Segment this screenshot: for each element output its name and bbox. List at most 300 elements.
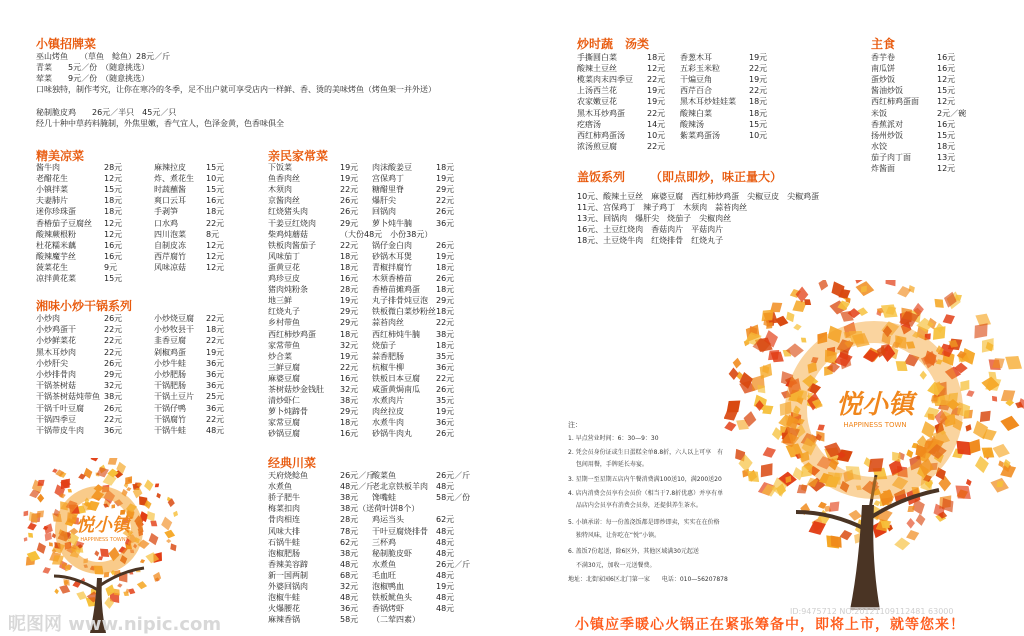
watermark-left: 昵图网 www.nipic.com (8, 614, 222, 635)
dish-name: 凉拌黄花菜 (36, 274, 76, 283)
dish-price: 36元 (436, 362, 455, 372)
section-title: 盖饭系列 (577, 170, 626, 184)
menu-row (871, 163, 1024, 174)
dish-name: 迷你珍珠蛋 (36, 207, 76, 217)
dish-name: 自制皮冻 (154, 240, 186, 250)
dish-name: 香辣美容蹄 (268, 559, 308, 569)
notes-line: 6. 盖饭7份起送，除6区外，其他区域满30元起送 (568, 548, 699, 555)
dish-price: 16元 (206, 196, 225, 206)
dish-price: 48元 (206, 426, 225, 435)
dish-price: 26元 (104, 358, 123, 368)
dish-name: 三杯鸡 (372, 537, 396, 547)
menu-row (36, 391, 266, 402)
dish-name: 香葱木耳 (680, 53, 712, 62)
menu-row (268, 251, 498, 262)
menu-row (268, 514, 498, 525)
section-title: 湘味小炒干锅系列 (36, 299, 133, 313)
dish-price: 26元 (436, 274, 455, 283)
dish-price: 16元 (104, 251, 123, 261)
dish-name: 剁椒鸡蛋 (154, 347, 186, 357)
dish-name: 小炒肥肠 (154, 370, 186, 379)
dish-price: 68元 (340, 570, 359, 580)
notes-line: 不满30元，加收一元送餐费。 (568, 562, 656, 569)
dish-name: 西红柿鸡蛋汤 (577, 130, 625, 140)
dish-price: 22元 (749, 86, 768, 96)
dish-name: 西红柿炒鸡蛋 (268, 329, 316, 339)
dish-name: 蛋炒饭 (871, 75, 895, 85)
section-title: 精美凉菜 (36, 149, 85, 163)
dish-price: 22元 (340, 185, 359, 195)
menu-line: 13元、回锅肉 爆肝尖 烧茄子 尖椒肉丝 (577, 214, 732, 223)
menu-row (577, 141, 807, 152)
menu-row (36, 414, 266, 425)
dish-price: 32元 (340, 385, 359, 394)
dish-price: 19元 (340, 351, 359, 361)
menu-row (268, 417, 498, 428)
dish-name: 泡椒牛蛙 (268, 593, 300, 603)
dish-price: 12元 (206, 262, 225, 272)
menu-row (36, 324, 266, 335)
dish-price: 38元 (340, 396, 359, 406)
dish-name: 乡村带鱼 (268, 318, 300, 328)
autumn-tree-left (4, 458, 194, 633)
menu-row (268, 173, 498, 184)
dish-name: 手撕圆白菜 (577, 53, 617, 62)
menu-row (268, 503, 498, 514)
dish-price: 38元（送荷叶饼8个） (340, 504, 420, 514)
brand-logo-english: HAPPINESS TOWN (80, 537, 126, 543)
dish-name: 馋嘴蛙 (372, 493, 396, 503)
menu-row (871, 63, 1024, 74)
dish-price: 48元 (436, 526, 455, 536)
dish-price: 36元 (436, 418, 455, 428)
dish-price: 22元 (436, 196, 455, 206)
dish-name: 黑木耳炒肉 (36, 347, 76, 357)
dish-name: 肉沫酸姜豆 (372, 163, 412, 172)
dish-price: 18元 (340, 329, 359, 339)
dish-name: 炒合菜 (268, 351, 292, 361)
dish-price: 15元 (206, 185, 225, 195)
dish-price: 26元 (340, 207, 359, 217)
dish-name: 砂锅牛肉丸 (372, 429, 412, 439)
dish-name: 青椒拌腐竹 (372, 262, 412, 272)
dish-name: 小炒鸡蛋干 (36, 325, 76, 335)
dish-name: 香芋卷 (871, 53, 895, 62)
menu-row (577, 52, 807, 63)
menu-row (268, 570, 498, 581)
dish-price: 22元 (206, 336, 225, 346)
dish-price: 78元 (340, 526, 359, 536)
dish-price: 12元 (206, 240, 225, 250)
dish-price: 22元 (340, 362, 359, 372)
dish-price: 12元 (104, 218, 123, 228)
dish-price: 15元 (206, 163, 225, 172)
dish-name: 红烧丸子 (268, 307, 300, 317)
dish-price: 22元 (647, 108, 666, 118)
dish-name: 南瓜饼 (871, 64, 895, 74)
dish-price: 38元 (104, 392, 123, 402)
dish-name: 砂锅木耳煲 (372, 251, 412, 261)
dish-name: 酸辣汤 (680, 119, 704, 129)
dish-price: 26元 (436, 240, 455, 250)
dish-name: 麻婆豆腐 (268, 373, 300, 383)
dish-name: 韭香豆腐 (154, 336, 186, 346)
menu-row (577, 85, 807, 96)
dish-price: 22元 (104, 414, 123, 424)
menu-row (36, 262, 266, 273)
dish-name: 茄子肉丁面 (871, 152, 911, 162)
dish-name: 酸辣白菜 (680, 108, 712, 118)
dish-name: 爆肝尖 (372, 196, 396, 206)
dish-name: 水煮鱼 (372, 559, 396, 569)
dish-name: 上汤西兰花 (577, 86, 617, 96)
dish-price: 36元 (104, 426, 123, 435)
dish-price: 28元 (104, 163, 123, 172)
menu-row (268, 373, 498, 384)
notes-line: 1. 早点营业时间：6：30—9：30 (568, 435, 659, 442)
notes-line: 3. 星期一至星期五店内午餐消费满100送10，满200送20 (568, 476, 722, 483)
dish-price: 18元 (340, 262, 359, 272)
dish-name: 铁板日本豆腐 (372, 373, 420, 383)
menu-line: 11元、宫保鸡丁 辣子鸡丁 木须肉 蒜苔肉丝 (577, 203, 748, 212)
dish-price: 22元 (749, 64, 768, 74)
dish-price: 18元 (436, 285, 455, 295)
dish-price: 15元 (937, 130, 956, 140)
dish-price: 48元 (436, 537, 455, 547)
dish-price: 18元 (340, 418, 359, 428)
menu-row (268, 351, 498, 362)
dish-name: 干姜豆红烧肉 (268, 218, 316, 228)
dish-price: 18元 (937, 141, 956, 151)
dish-name: 干锅茶树菇 (36, 381, 76, 391)
dish-price: 18元 (749, 97, 768, 107)
dish-name: 三鲜豆腐 (268, 362, 300, 372)
dish-name: 铁板微白菜炒粉丝 (372, 307, 436, 317)
menu-row (268, 559, 498, 570)
dish-price: 22元 (104, 325, 123, 335)
notes-line: 独特风味，让你吃在“悦”小镇。 (568, 532, 661, 539)
dish-name: 小镇拌菜 (36, 185, 68, 195)
dish-price: 19元 (340, 296, 359, 306)
dish-name: 小炒牛蛙 (154, 358, 186, 368)
dish-price: 36元 (206, 370, 225, 379)
dish-name: 炸酱面 (871, 164, 895, 173)
menu-row (268, 481, 498, 492)
dish-price: 35元 (436, 396, 455, 406)
dish-name: 烧茄子 (372, 340, 396, 350)
dish-name: 麻辣拉皮 (154, 163, 186, 172)
dish-name: 手剥笋 (154, 207, 178, 217)
watermark-right: ID:9475712 NO:20121109112481 63000 (790, 607, 954, 616)
notes-line: 包间用餐，手牌延长寿宴。 (568, 461, 648, 468)
dish-price: 16元 (340, 373, 359, 383)
dish-price: 58元 (340, 615, 359, 625)
dish-name: 小炒烧豆腐 (154, 314, 194, 323)
dish-price: 18元 (647, 53, 666, 62)
menu-row (871, 74, 1024, 85)
menu-row (36, 335, 266, 346)
menu-row (36, 173, 266, 184)
dish-name: 干锅仔鸭 (154, 403, 186, 413)
dish-name: 小炒牧县干 (154, 325, 194, 335)
dish-price: 19元 (436, 582, 455, 591)
dish-price: 10元 (206, 174, 225, 184)
dish-name: 秘制脆皮虾 (372, 548, 412, 558)
dish-name: 鱼香肉丝 (268, 174, 300, 184)
dish-name: 鸡运当头 (372, 515, 404, 525)
dish-name: 小炒肝尖 (36, 358, 68, 368)
dish-price: 19元 (749, 75, 768, 85)
menu-row (36, 313, 266, 324)
menu-row (577, 130, 807, 141)
dish-price: 22元 (206, 414, 225, 424)
dish-price: 48元 (340, 593, 359, 603)
section-title: 经典川菜 (268, 456, 317, 470)
dish-price: 26元／斤 (340, 471, 375, 480)
menu-row (268, 592, 498, 603)
menu-row (268, 470, 498, 481)
dish-price: 29元 (104, 370, 123, 379)
dish-name: 农家嫩豆花 (577, 97, 617, 107)
dish-name: 干锅四季豆 (36, 414, 76, 424)
brand-logo-english: HAPPINESS TOWN (843, 421, 907, 429)
menu-row (36, 380, 266, 391)
menu-row (36, 425, 266, 436)
dish-name: 香椿茄子豆腐丝 (36, 218, 92, 228)
dish-name: 京酱肉丝 (268, 196, 300, 206)
menu-row (36, 184, 266, 195)
dish-price: 29元 (436, 185, 455, 195)
dish-name: 毛血旺 (372, 570, 396, 580)
dish-price: 15元 (104, 274, 123, 283)
dish-name: 干叶豆腐烧排骨 (372, 526, 428, 536)
menu-row (268, 273, 498, 284)
dish-price: 32元 (340, 582, 359, 591)
dish-price: 29元 (436, 296, 455, 306)
dish-name: 四川泡菜 (154, 229, 186, 239)
dish-name: 干煸豆角 (680, 75, 712, 85)
dish-name: 水煮鱼 (268, 482, 292, 492)
dish-price: 36元 (206, 381, 225, 391)
dish-price: 22元 (104, 347, 123, 357)
menu-row (268, 537, 498, 548)
dish-name: 口水鸡 (154, 218, 178, 228)
menu-row (268, 329, 498, 340)
dish-name: 干锅千叶豆腐 (36, 403, 84, 413)
dish-name: 黑木耳炒娃娃菜 (680, 97, 736, 107)
dish-name: 老北京铁板羊肉 (372, 482, 428, 492)
dish-price: 29元 (340, 307, 359, 317)
dish-name: 西红柿鸡蛋面 (871, 97, 919, 107)
dish-price: 58元／份 (436, 493, 471, 503)
autumn-tree-right (724, 280, 1024, 620)
dish-price: 16元 (937, 119, 956, 129)
dish-price: 18元 (340, 251, 359, 261)
dish-name: 水煮牛肉 (372, 418, 404, 428)
menu-row (268, 492, 498, 503)
dish-name: 铁板鱿鱼头 (372, 593, 412, 603)
notes-title: 注： (568, 421, 582, 429)
dish-price: 22元 (340, 240, 359, 250)
menu-row (36, 229, 266, 240)
menu-row (268, 406, 498, 417)
menu-row (871, 52, 1024, 63)
menu-row (268, 603, 498, 614)
dish-name: 菠菜花生 (36, 262, 68, 272)
dish-name: 丸子排骨炖豆泡 (372, 296, 428, 306)
dish-price: 9元 (104, 262, 118, 272)
dish-price: 19元 (647, 86, 666, 96)
dish-name: 外婆回锅肉 (268, 582, 308, 591)
menu-row (268, 317, 498, 328)
dish-price: 16元 (937, 53, 956, 62)
dish-name: 干锅肥肠 (154, 381, 186, 391)
dish-price: 28元 (340, 285, 359, 295)
dish-price: 26元 (104, 314, 123, 323)
menu-row (36, 162, 266, 173)
dish-name: 萝卜炖牛腩 (372, 218, 412, 228)
dish-price: 35元 (436, 351, 455, 361)
notes-line: 5. 小镇承诺：每一份盖浇饭都是即炒即卖，实实在在价格 (568, 519, 720, 526)
dish-name: 锅仔金白肉 (372, 240, 412, 250)
dish-name: 西红柿炖牛腩 (372, 329, 420, 339)
dish-price: 48元 (436, 570, 455, 580)
dish-price: 22元 (206, 218, 225, 228)
dish-price: 18元 (436, 340, 455, 350)
dish-name: 柴鸡炖蘑菇 (268, 229, 308, 239)
dish-price: 22元 (104, 336, 123, 346)
dish-price: 22元 (436, 318, 455, 328)
dish-price: 62元 (340, 537, 359, 547)
dish-name: 小炒鲜菜花 (36, 336, 76, 346)
dish-price: 48元／斤 (340, 482, 375, 492)
dish-price: 36元 (436, 218, 455, 228)
menu-row (871, 152, 1024, 163)
dish-price: 15元 (937, 86, 956, 96)
menu-row (871, 108, 1024, 119)
dish-name: 干锅茶树菇炖带鱼 (36, 392, 100, 402)
dish-price: 26元 (104, 403, 123, 413)
dish-name: 黑木耳炒鸡蛋 (577, 108, 625, 118)
brand-logo-text: 悦小镇 (76, 515, 130, 536)
dish-price: 19元 (436, 407, 455, 417)
dish-price: 48元 (340, 559, 359, 569)
dish-name: 清炒虾仁 (268, 396, 300, 406)
dish-name: 蒜香肥肠 (372, 351, 404, 361)
brand-logo-left (58, 511, 148, 543)
dish-name: 杜花糯米藕 (36, 240, 76, 250)
dish-name: 猪肉炖粉条 (268, 285, 308, 295)
dish-price: （大份48元 小份38元） (340, 229, 433, 239)
dish-price: 26元 (436, 207, 455, 217)
dish-price: 16元 (340, 274, 359, 283)
section-title: 小镇招牌菜 (36, 37, 97, 51)
dish-price: 26元／斤 (436, 559, 471, 569)
menu-line: 青菜 5元／份 （随意挑选） (36, 63, 150, 72)
dish-price: 25元 (206, 392, 225, 402)
menu-row (268, 206, 498, 217)
menu-row (871, 130, 1024, 141)
dish-price: 32元 (340, 340, 359, 350)
dish-name: 新一国两制 (268, 570, 308, 580)
menu-row (577, 96, 807, 107)
dish-price: 16元 (340, 429, 359, 439)
menu-row (268, 262, 498, 273)
dish-price: 2元／碗 (937, 108, 967, 118)
notes-line: 品店内会员享有消费会员券，还提供养生茶水。 (568, 502, 702, 509)
menu-row (268, 384, 498, 395)
dish-price: 28元 (340, 515, 359, 525)
dish-name: 紫菜鸡蛋汤 (680, 130, 720, 140)
dish-name: 扬州炒饭 (871, 130, 903, 140)
dish-price: 10元 (647, 130, 666, 140)
dish-price: 26元 (340, 196, 359, 206)
dish-price: 16元 (937, 64, 956, 74)
dish-name: 干锅腐竹 (154, 414, 186, 424)
dish-price: 13元 (937, 152, 956, 162)
dish-price: 19元 (647, 97, 666, 107)
dish-name: 下饭菜 (268, 163, 292, 172)
menu-line: 秘制脆皮鸡 26元／半只 45元／只 (36, 108, 177, 117)
dish-price: 36元 (206, 358, 225, 368)
dish-name: 酸辣魔芋丝 (36, 251, 76, 261)
menu-row (871, 141, 1024, 152)
notes-line: 地址：北街家园6区北门第一家 电话：010—56207878 (568, 576, 728, 583)
dish-name: 夫妻肺片 (36, 196, 68, 206)
dish-price: 29元 (340, 407, 359, 417)
section-title: 炒时蔬 汤类 (577, 37, 650, 51)
menu-row (871, 119, 1024, 130)
dish-price: 22元 (436, 373, 455, 383)
menu-row (268, 340, 498, 351)
dish-name: 水煮肉片 (372, 396, 404, 406)
menu-row (268, 548, 498, 559)
menu-row (268, 229, 498, 240)
dish-price: 48元 (436, 548, 455, 558)
dish-name: 梅菜扣肉 (268, 504, 300, 514)
dish-name: 木须肉 (268, 185, 292, 195)
dish-name: 酸辣蕨根粉 (36, 229, 76, 239)
dish-price: 12元 (647, 64, 666, 74)
dish-price: 29元 (340, 218, 359, 228)
menu-row (268, 184, 498, 195)
menu-row (36, 240, 266, 251)
dish-name: 木须香椿苗 (372, 274, 412, 283)
menu-row (36, 195, 266, 206)
menu-row (268, 162, 498, 173)
notes-line: 4. 店内消费会员享有会员价（相当于7.8折优惠）并享有单 (568, 490, 724, 497)
dish-price: 12元 (937, 75, 956, 85)
menu-row (268, 428, 498, 439)
dish-name: 西芹百合 (680, 86, 712, 96)
dish-name: 砂锅豆腐 (268, 429, 300, 439)
menu-line: 巫山烤鱼 （草鱼 鲶鱼）28元／斤 (36, 52, 171, 61)
dish-price: 19元 (436, 251, 455, 261)
dish-name: 酸辣土豆丝 (577, 64, 617, 74)
menu-row (268, 614, 498, 625)
dish-price: 15元 (749, 119, 768, 129)
dish-price: 12元 (206, 251, 225, 261)
menu-row (577, 74, 807, 85)
dish-name: 茶树菇炒金钱肚 (268, 385, 324, 394)
dish-name: 水饺 (871, 141, 887, 151)
dish-name: 蒜苔肉丝 (372, 318, 404, 328)
menu-line: 荤菜 9元／份 （随意挑选） (36, 74, 150, 83)
dish-price: 10元 (749, 130, 768, 140)
notes-line: 2. 凭会员身份证或生日蛋糕全单8.8折，六人以上可享 有 (568, 449, 724, 456)
dish-name: 老醋花生 (36, 174, 68, 184)
dish-name: 时蔬蘸酱 (154, 185, 186, 195)
